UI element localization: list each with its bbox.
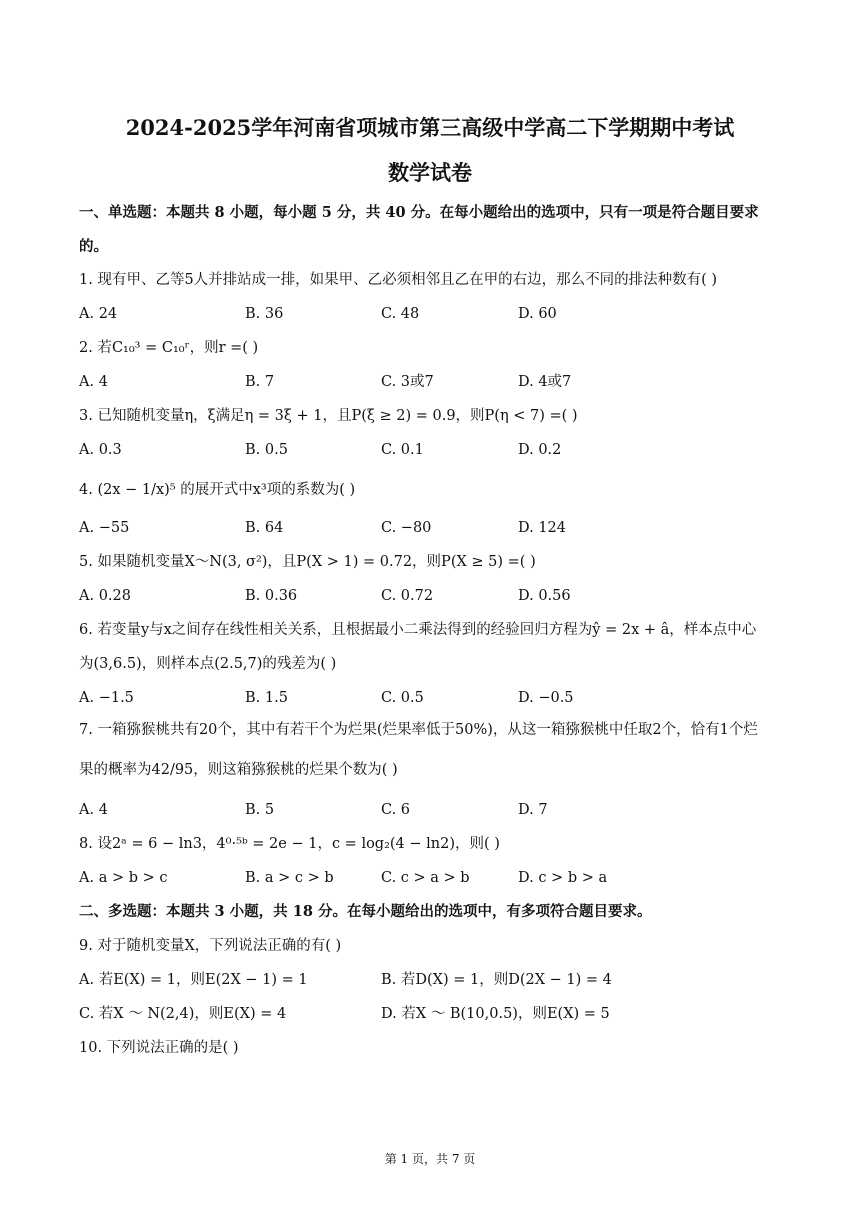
section1-heading-line2: 的。 (79, 238, 108, 255)
question-10-stem: 10. 下列说法正确的是( ) (79, 1040, 239, 1056)
q4-option-c: C. −80 (381, 520, 432, 536)
q4-option-a: A. −55 (79, 520, 130, 536)
section2-heading: 二、多选题：本题共 3 小题，共 18 分。在每小题给出的选项中，有多项符合题目要求。 (79, 903, 652, 920)
section1-heading-line1: 一、单选题：本题共 8 小题，每小题 5 分，共 40 分。在每小题给出的选项中，只有一项是符合题目要求 (79, 204, 759, 221)
question-1-stem: 1. 现有甲、乙等5人并排站成一排，如果甲、乙必须相邻且乙在甲的右边，那么不同的排法种数有( ) (79, 272, 718, 288)
q3-option-b: B. 0.5 (245, 442, 288, 458)
question-7-stem-line1: 7. 一箱猕猴桃共有20个，其中有若干个为烂果(烂果率低于50%)，从这一箱猕猴桃中任取2个，恰有1个烂 (79, 722, 758, 738)
q8-option-a: A. a > b > c (79, 870, 168, 886)
q4-option-d: D. 124 (518, 520, 567, 536)
q2-option-a: A. 4 (79, 374, 108, 390)
q9-option-d: D. 若X ～ B(10,0.5)，则E(X) = 5 (381, 1006, 610, 1022)
question-8-stem: 8. 设2ᵃ = 6 − ln3，4⁰·⁵ᵇ = 2e − 1，c = log₂(4 − ln2)，则( ) (79, 836, 500, 852)
question-9-stem: 9. 对于随机变量X，下列说法正确的有( ) (79, 938, 342, 954)
q3-option-a: A. 0.3 (79, 442, 122, 458)
exam-title: 2024-2025学年河南省项城市第三高级中学高二下学期期中考试 (125, 115, 735, 140)
question-2-stem: 2. 若C₁₀³ = C₁₀ʳ，则r =( ) (79, 340, 259, 356)
q1-option-d: D. 60 (518, 306, 557, 322)
q9-option-b: B. 若D(X) = 1，则D(2X − 1) = 4 (381, 972, 612, 988)
q6-option-b: B. 1.5 (245, 690, 288, 706)
q5-option-c: C. 0.72 (381, 588, 434, 604)
q2-option-b: B. 7 (245, 374, 275, 390)
q6-option-c: C. 0.5 (381, 690, 424, 706)
question-6-stem-line2: 为(3,6.5)，则样本点(2.5,7)的残差为( ) (79, 656, 337, 672)
exam-subtitle: 数学试卷 (388, 160, 472, 185)
q8-option-c: C. c > a > b (381, 870, 470, 886)
q6-option-d: D. −0.5 (518, 690, 574, 706)
q1-option-b: B. 36 (245, 306, 284, 322)
q1-option-a: A. 24 (79, 306, 118, 322)
q7-option-a: A. 4 (79, 802, 108, 818)
q2-option-c: C. 3或7 (381, 374, 434, 390)
question-7-stem-line2: 果的概率为42/95，则这箱猕猴桃的烂果个数为( ) (79, 762, 398, 778)
q9-option-c: C. 若X ～ N(2,4)，则E(X) = 4 (79, 1006, 287, 1022)
question-5-stem: 5. 如果随机变量X～N(3, σ²)，且P(X > 1) = 0.72，则P(X ≥ 5) =( ) (79, 554, 536, 570)
q5-option-b: B. 0.36 (245, 588, 298, 604)
question-3-stem: 3. 已知随机变量η，ξ满足η = 3ξ + 1，且P(ξ ≥ 2) = 0.9，则P(η < 7) =( ) (79, 408, 578, 424)
question-6-stem-line1: 6. 若变量y与x之间存在线性相关关系，且根据最小二乘法得到的经验回归方程为ŷ = 2x + â，样本点中心 (79, 622, 757, 638)
q5-option-a: A. 0.28 (79, 588, 131, 604)
q1-option-c: C. 48 (381, 306, 420, 322)
q3-option-d: D. 0.2 (518, 442, 562, 458)
q3-option-c: C. 0.1 (381, 442, 424, 458)
q5-option-d: D. 0.56 (518, 588, 571, 604)
q9-option-a: A. 若E(X) = 1，则E(2X − 1) = 1 (79, 972, 308, 988)
q8-option-d: D. c > b > a (518, 870, 608, 886)
q4-option-b: B. 64 (245, 520, 284, 536)
q8-option-b: B. a > c > b (245, 870, 334, 886)
q7-option-d: D. 7 (518, 802, 548, 818)
question-4-stem: 4. (2x − 1/x)⁵ 的展开式中x³项的系数为( ) (79, 482, 356, 498)
q7-option-c: C. 6 (381, 802, 411, 818)
q2-option-d: D. 4或7 (518, 374, 572, 390)
q7-option-b: B. 5 (245, 802, 275, 818)
page-footer: 第 1 页，共 7 页 (384, 1152, 476, 1166)
q6-option-a: A. −1.5 (79, 690, 134, 706)
